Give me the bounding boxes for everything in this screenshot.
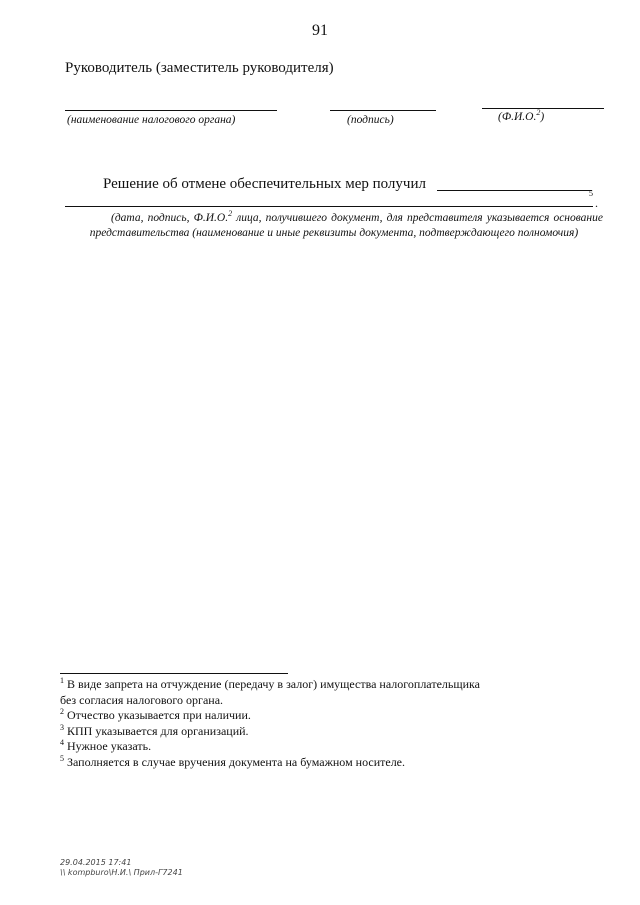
footnote-separator bbox=[60, 673, 288, 674]
decision-text: Решение об отмене обеспечительных мер получил bbox=[103, 176, 426, 192]
recipient-note: (дата, подпись, Ф.И.О.$^2$ лица, получившего документ, для представителя указывается основание представительства (наименование и иные реквизиты документа, подтверждающего полномочия) bbox=[89, 209, 603, 239]
footnote-ref: 2 bbox=[228, 209, 233, 219]
footnote-ref: 2 bbox=[536, 108, 541, 118]
signature-line bbox=[330, 110, 436, 111]
print-file-path: \\ kompburo\Н.И.\ Прил-Г7241 bbox=[60, 868, 183, 877]
footnote: $^4$ Нужное указать. bbox=[60, 738, 152, 753]
recipient-line-2 bbox=[65, 206, 593, 207]
end-mark: . bbox=[595, 196, 598, 210]
signature-caption: (подпись) bbox=[347, 114, 394, 126]
page-number: 91 bbox=[312, 22, 328, 39]
page-title: Руководитель (заместитель руководителя) bbox=[65, 60, 334, 76]
name-line bbox=[482, 108, 604, 109]
footnote: $^3$ КПП указывается для организаций. bbox=[60, 722, 249, 738]
footnotes bbox=[60, 677, 480, 770]
footnote-ref-5: 5 bbox=[589, 189, 593, 198]
authority-caption: (наименование налогового органа) bbox=[67, 114, 236, 126]
footnote: без согласия налогового органа. bbox=[60, 692, 224, 707]
name-caption: (Ф.И.О.$^2$) bbox=[498, 108, 545, 123]
footnote: $^2$ Отчество указывается при наличии. bbox=[60, 707, 251, 722]
print-timestamp: 29.04.2015 17:41 bbox=[60, 858, 132, 867]
authority-line bbox=[65, 110, 277, 111]
footnote: $^5$ Заполняется в случае вручения документа на бумажном носителе. bbox=[60, 753, 406, 769]
footnote: $^1$ В виде запрета на отчуждение (передачу в залог) имущества налогоплательщика bbox=[60, 676, 480, 691]
recipient-line bbox=[437, 190, 592, 191]
